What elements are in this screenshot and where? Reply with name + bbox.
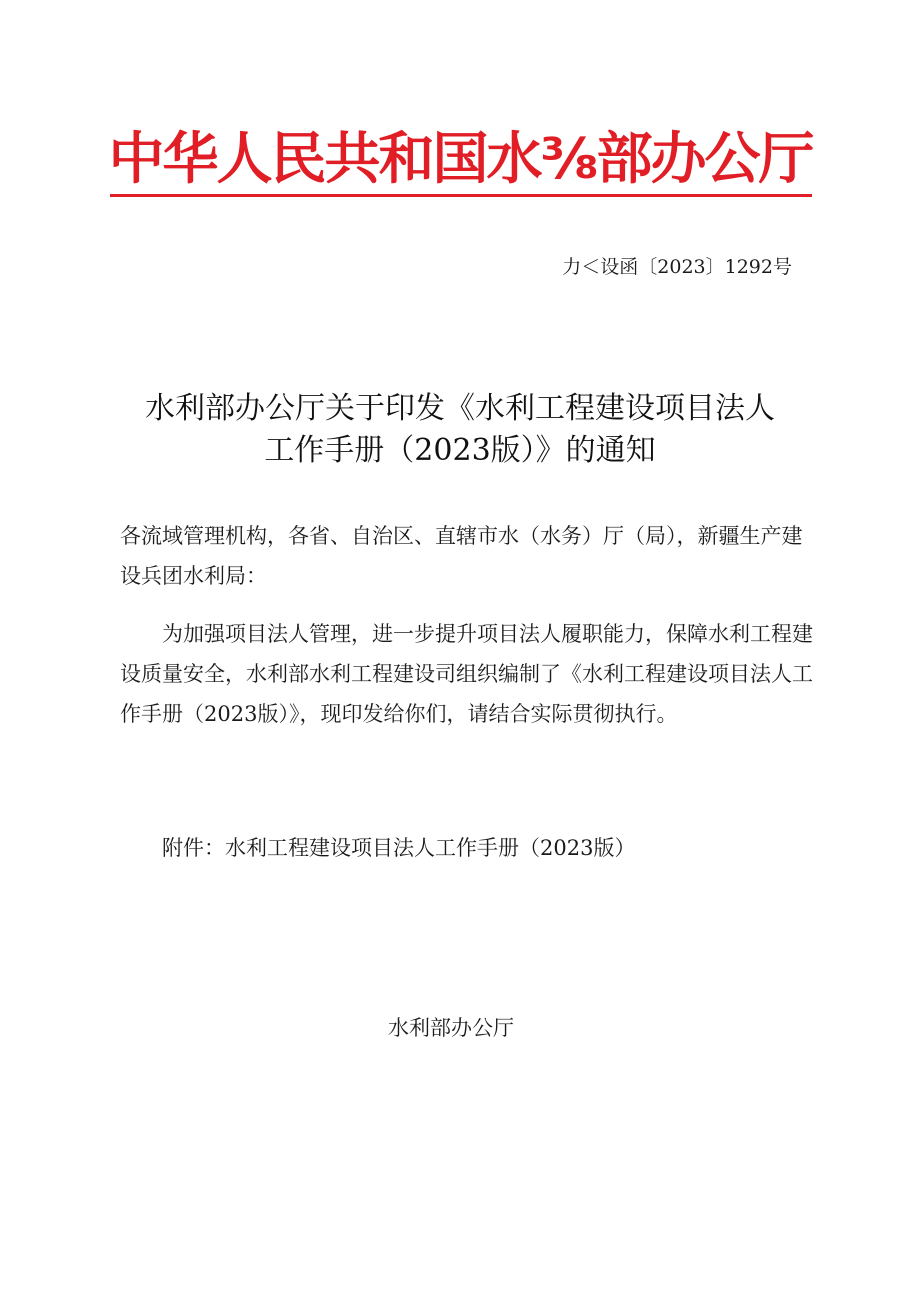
document-number: 力＜设函〔2023〕1292号 bbox=[562, 256, 792, 278]
body-paragraph: 为加强项目法人管理，进一步提升项目法人履职能力，保障水利工程建设质量安全，水利部水利工程建设司组织编制了《水利工程建设项目法人工作手册（2023版）》，现印发给你们，请结合实际贯彻执行。 bbox=[120, 622, 813, 726]
document-title-line-2: 工作手册（2023版）》的通知 bbox=[264, 433, 656, 468]
document-title-line-1: 水利部办公厅关于印发《水利工程建设项目法人 bbox=[145, 391, 775, 426]
signature: 水利部办公厅 bbox=[388, 1016, 514, 1040]
document-title bbox=[100, 388, 820, 472]
addressee: 各流域管理机构，各省、自治区、直辖市水（水务）厅（局），新疆生产建设兵团水利局： bbox=[120, 524, 803, 588]
issuing-authority-header: 中华人民共和国水⅜部办公厅 bbox=[108, 127, 813, 192]
attachment-line: 附件：水利工程建设项目法人工作手册（2023版） bbox=[162, 836, 636, 860]
red-header-rule bbox=[110, 194, 812, 197]
